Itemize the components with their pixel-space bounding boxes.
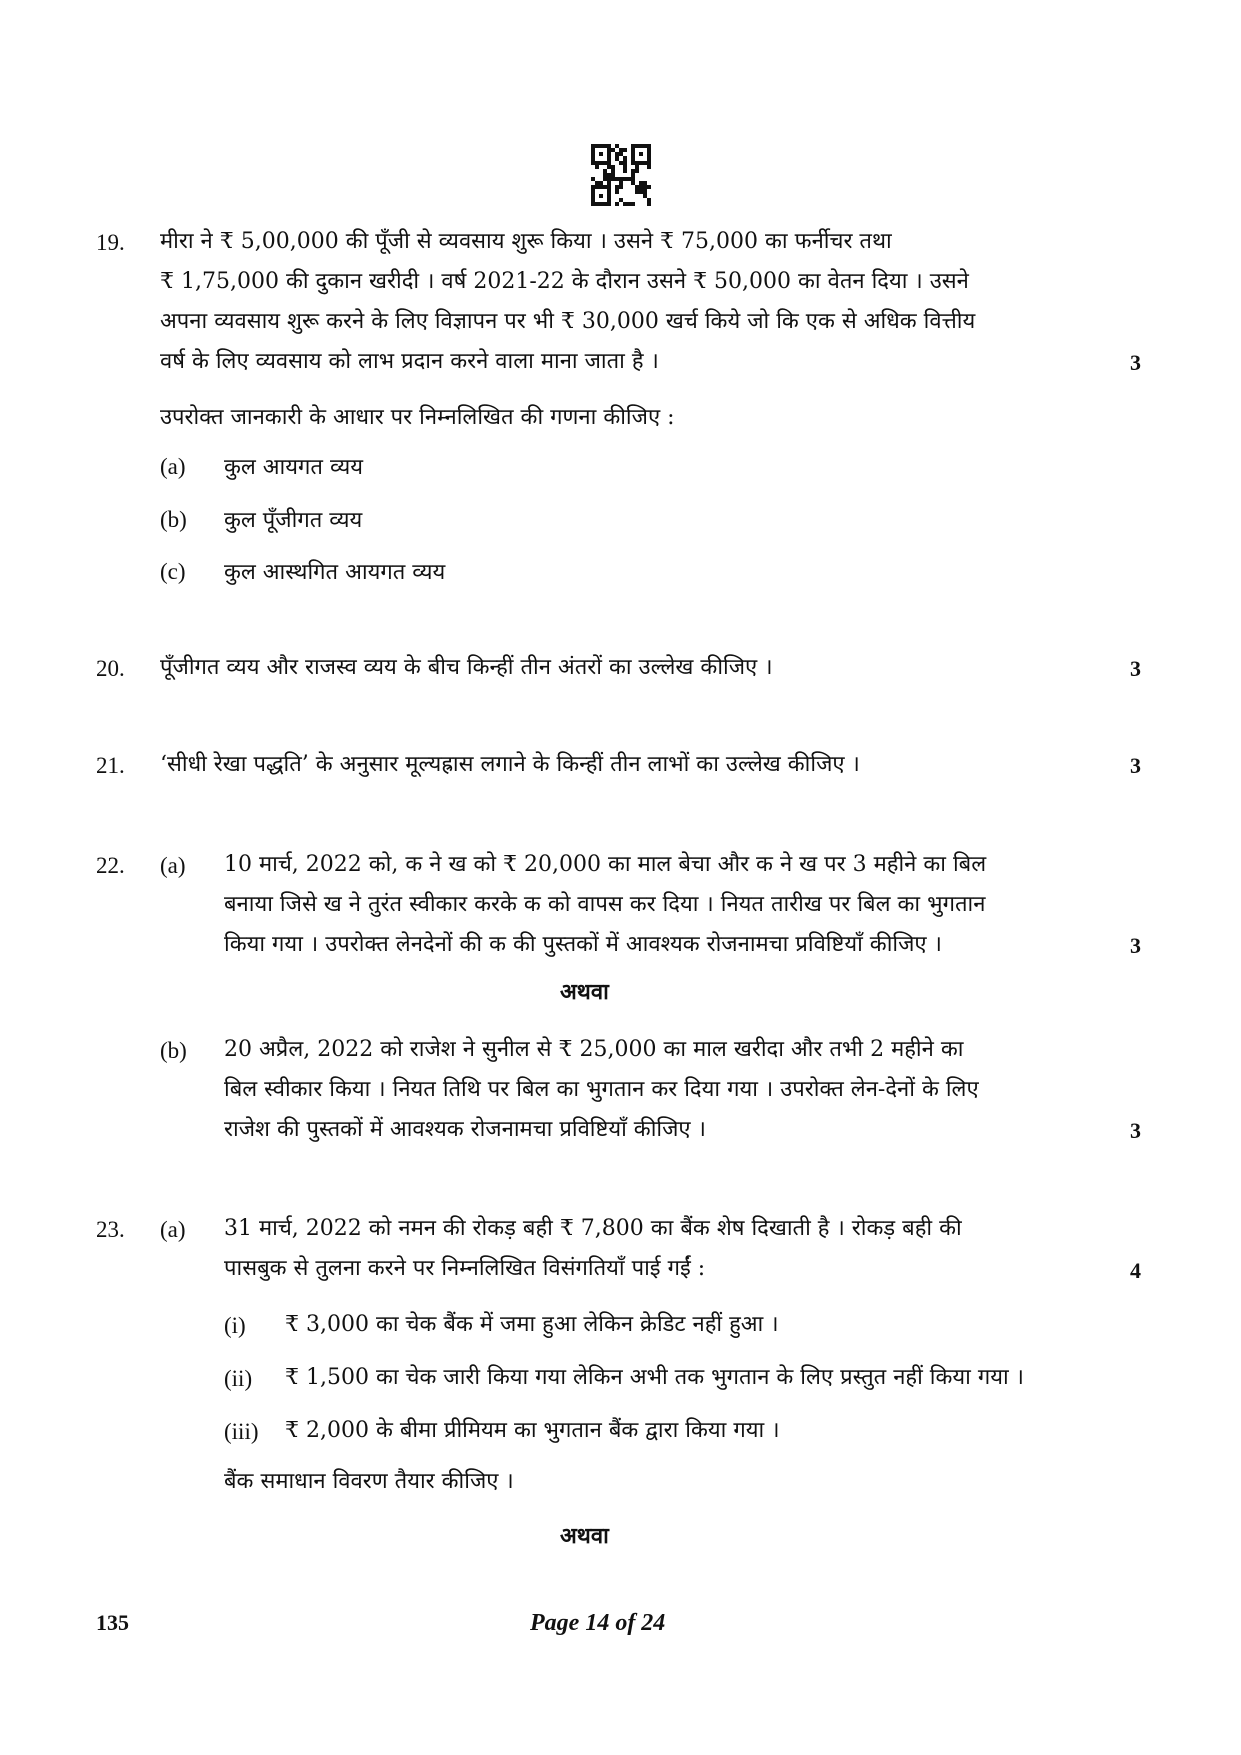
q19-line-4: वर्ष के लिए व्यवसाय को लाभ प्रदान करने वाला माना जाता है । [160, 349, 659, 374]
question-20-number: 20. [96, 656, 125, 681]
q22a-line-3: किया गया । उपरोक्त लेनदेनों की क की पुस्तकों में आवश्यक रोजनामचा प्रविष्टियाँ कीजिए । [224, 932, 942, 957]
q19-line-2: ₹ 1,75,000 की दुकान खरीदी । वर्ष 2021-22 के दौरान उसने ₹ 50,000 का वेतन दिया । उसने [160, 269, 969, 294]
q23-item-ii-text: ₹ 1,500 का चेक जारी किया गया लेकिन अभी तक भुगतान के लिए प्रस्तुत नहीं किया गया । [285, 1365, 1025, 1390]
q22-part-b-label: (b) [160, 1038, 187, 1063]
q19-line-3: अपना व्यवसाय शुरू करने के लिए विज्ञापन पर भी ₹ 30,000 खर्च किये जो कि एक से अधिक वित्तीय [160, 309, 976, 334]
q22-part-a-marks: 3 [1130, 933, 1141, 958]
q19-item-c-text: कुल आस्थगित आयगत व्यय [224, 560, 446, 585]
question-19-text [160, 222, 1100, 382]
question-20-marks: 3 [1130, 656, 1141, 681]
q23a-line-1: 31 मार्च, 2022 को नमन की रोकड़ बही ₹ 7,800 का बैंक शेष दिखाती है । रोकड़ बही की [224, 1216, 962, 1241]
q22-or-separator: अथवा [560, 979, 609, 1005]
q22-part-a-text [224, 845, 986, 965]
q23-item-iii-label: (iii) [224, 1419, 259, 1444]
q23-item-iii-text: ₹ 2,000 के बीमा प्रीमियम का भुगतान बैंक द्वारा किया गया । [285, 1418, 780, 1443]
q23-part-a-text [224, 1209, 962, 1289]
q22a-line-1: 10 मार्च, 2022 को, क ने ख को ₹ 20,000 का माल बेचा और क ने ख पर 3 महीने का बिल [224, 852, 987, 877]
q22b-line-3: राजेश की पुस्तकों में आवश्यक रोजनामचा प्रविष्टियाँ कीजिए । [224, 1117, 706, 1142]
q19-item-c-label: (c) [160, 559, 186, 584]
q23-part-a-marks: 4 [1130, 1258, 1141, 1283]
q22a-line-2: बनाया जिसे ख ने तुरंत स्वीकार करके क को वापस कर दिया । नियत तारीख पर बिल का भुगतान [224, 892, 986, 917]
paper-code: 135 [96, 1610, 129, 1635]
q23a-line-2: पासबुक से तुलना करने पर निम्नलिखित विसंगतियाँ पाई गईं : [224, 1256, 706, 1281]
q23-item-i-label: (i) [224, 1313, 246, 1338]
question-21-marks: 3 [1130, 753, 1141, 778]
question-21-text: ‘सीधी रेखा पद्धति’ के अनुसार मूल्यह्रास लगाने के किन्हीं तीन लाभों का उल्लेख कीजिए । [160, 752, 860, 777]
question-19-instruction: उपरोक्त जानकारी के आधार पर निम्नलिखित की गणना कीजिए : [160, 405, 675, 430]
q22b-line-1: 20 अप्रैल, 2022 को राजेश ने सुनील से ₹ 25,000 का माल खरीदा और तभी 2 महीने का [224, 1037, 964, 1062]
q19-item-b-text: कुल पूँजीगत व्यय [224, 508, 363, 533]
q19-item-a-text: कुल आयगत व्यय [224, 455, 364, 480]
question-23-number: 23. [96, 1217, 125, 1242]
question-19-marks: 3 [1130, 350, 1141, 375]
q22-part-b-marks: 3 [1130, 1118, 1141, 1143]
q22b-line-2: बिल स्वीकार किया । नियत तिथि पर बिल का भुगतान कर दिया गया । उपरोक्त लेन-देनों के लिए [224, 1077, 979, 1102]
q23-instruction: बैंक समाधान विवरण तैयार कीजिए । [224, 1469, 514, 1494]
q23-item-ii-label: (ii) [224, 1366, 253, 1391]
question-19-number: 19. [96, 230, 125, 255]
q23-or-separator: अथवा [560, 1523, 609, 1549]
qr-code-icon [591, 144, 651, 206]
q22-part-a-label: (a) [160, 853, 186, 878]
question-20-text: पूँजीगत व्यय और राजस्व व्यय के बीच किन्हीं तीन अंतरों का उल्लेख कीजिए । [160, 655, 773, 680]
page-number: Page 14 of 24 [530, 1610, 666, 1636]
q19-item-a-label: (a) [160, 454, 186, 479]
question-22-number: 22. [96, 853, 125, 878]
question-21-number: 21. [96, 753, 125, 778]
q19-item-b-label: (b) [160, 507, 187, 532]
q19-line-1: मीरा ने ₹ 5,00,000 की पूँजी से व्यवसाय शुरू किया । उसने ₹ 75,000 का फर्नीचर तथा [160, 229, 892, 254]
q23-item-i-text: ₹ 3,000 का चेक बैंक में जमा हुआ लेकिन क्रेडिट नहीं हुआ । [285, 1312, 779, 1337]
q22-part-b-text [224, 1030, 979, 1150]
q23-part-a-label: (a) [160, 1217, 186, 1242]
